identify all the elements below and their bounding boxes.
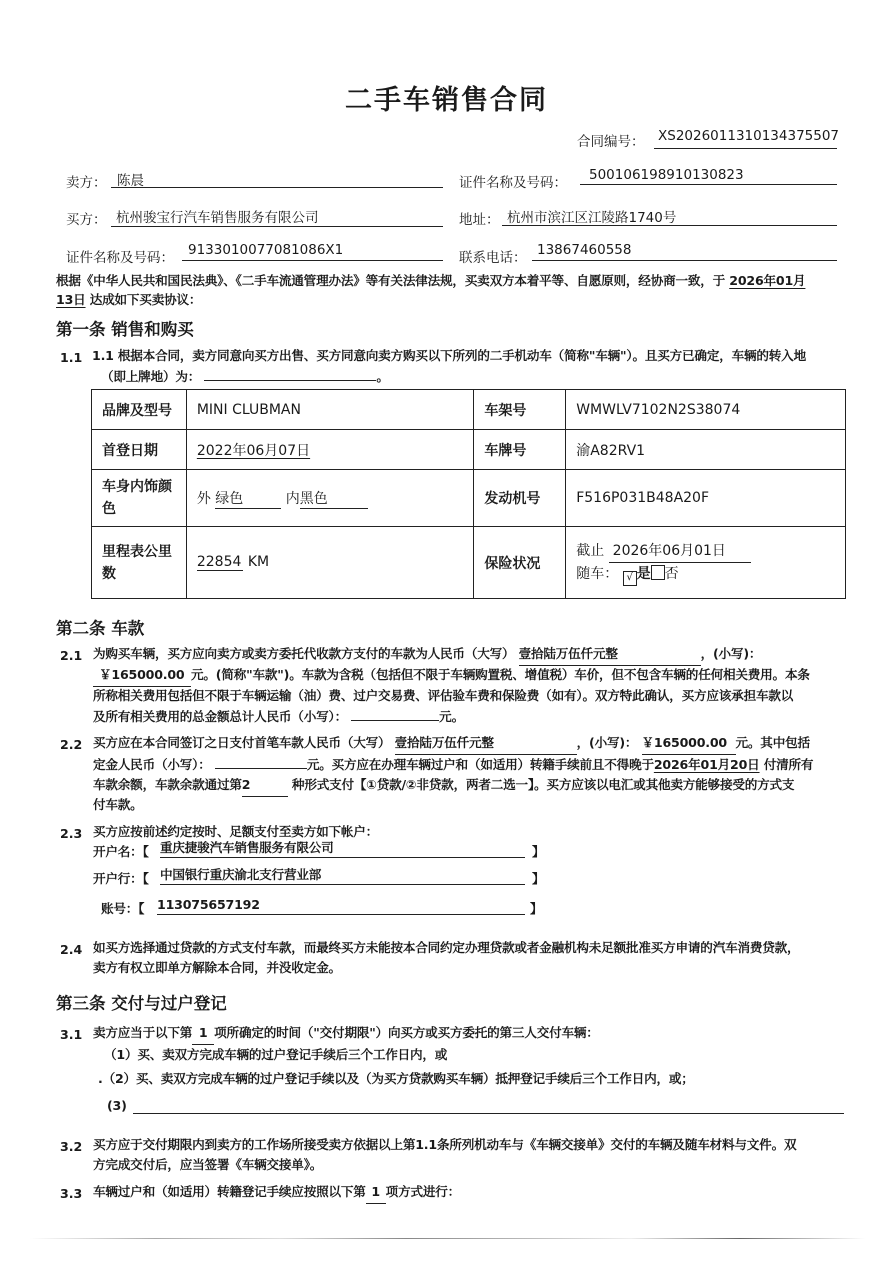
insurance-until-row	[576, 540, 835, 563]
clause-2-4-line2: 卖方有权立即单方解除本合同，并没收定金。	[93, 960, 341, 975]
clause-text: 卖方应当于以下第	[93, 1025, 193, 1040]
insurance-cell	[566, 527, 846, 599]
insurance-until-date: 2026年06月01日	[609, 540, 751, 563]
bank-name: 中国银行重庆渝北支行营业部	[160, 866, 525, 885]
registration-place-blank[interactable]	[204, 366, 376, 381]
clause-2-2-line4: 付车款。	[93, 797, 143, 812]
seller-name-underline	[111, 187, 443, 188]
clause-2-4-line1: 如买方选择通过贷款的方式支付车款，而最终买方未能按本合同约定办理贷款或者金融机构未足额批准买方申请的汽车消费贷款，	[93, 940, 800, 955]
preamble-text: 根据《中华人民共和国民法典》、《二手车流通管理办法》等有关法律法规，买卖双方本着平等、自愿原则，经协商一致，于	[56, 273, 726, 288]
table-row	[92, 527, 846, 599]
buyer-phone: 13867460558	[537, 242, 632, 258]
clause-number: 2.2	[60, 737, 83, 752]
page-edge-scan-line	[30, 1238, 865, 1239]
first-payment-in-words: 壹拾陆万伍仟元整	[395, 733, 577, 755]
clause-2-1-line4	[93, 706, 464, 728]
seller-label: 卖方：	[66, 175, 107, 191]
insurance-label: 保险状况	[474, 527, 566, 599]
clause-2-2-line2	[93, 754, 813, 776]
clause-number: 2.3	[60, 826, 83, 841]
odometer-value: 22854	[196, 554, 242, 570]
account-name-label: 开户名：【	[93, 844, 149, 859]
clause-text: 车款余额，车款余款通过第	[93, 777, 242, 792]
article3-heading: 第三条 交付与过户登记	[56, 994, 227, 1013]
clause-2-1-line2	[93, 665, 810, 687]
seller-id-label: 证件名称及号码：	[459, 175, 567, 191]
clause-number: 3.3	[60, 1186, 83, 1201]
clause-number: 3.2	[60, 1139, 83, 1154]
buyer-phone-underline	[532, 260, 837, 261]
preamble-text-end: 达成如下买卖协议：	[89, 292, 202, 307]
contract-no-value: XS2026011310134375507	[658, 128, 840, 144]
clause-3-2-line2: 方完成交付后，应当签署《车辆交接单》。	[93, 1157, 323, 1172]
payment-method: 2	[242, 775, 288, 797]
int-color: 黑色	[300, 488, 368, 509]
odometer-label: 里程表公里数	[92, 527, 187, 599]
plate-label: 车牌号	[474, 430, 566, 470]
clause-text: 买方应在本合同签订之日支付首笔车款人民币（大写）	[93, 735, 391, 750]
reg-date-label: 首登日期	[92, 430, 187, 470]
clause-text: 及所有相关费用的总金额总计人民币（小写）：	[93, 709, 347, 724]
total-amount-blank[interactable]	[351, 706, 439, 721]
seller-name: 陈晨	[117, 173, 144, 189]
article1-heading: 第一条 销售和购买	[56, 320, 194, 339]
insurance-with-label: 随车：	[576, 565, 619, 582]
delivery-option-3-blank[interactable]	[133, 1113, 844, 1114]
clause-text: 项所确定的时间（"交付期限"）向买方或买方委托的第三人交付车辆：	[214, 1025, 599, 1040]
insurance-with-car-row	[576, 563, 835, 586]
clause-1-1-end: 。	[376, 369, 389, 384]
plate-value: 渝A82RV1	[566, 430, 846, 470]
clause-text: 种形式支付【①贷款/②非贷款，两者二选一】。买方应该以电汇或其他卖方能够接受的方式支	[291, 777, 795, 792]
engine-label: 发动机号	[474, 470, 566, 527]
vin-label: 车架号	[474, 390, 566, 430]
clause-text: 为购买车辆，买方应向卖方或卖方委托代收款方支付的车款为人民币（大写）	[93, 646, 515, 661]
clause-text: 元。(简称"车款")。车款为含税（包括但不限于车辆购置税、增值税）车价，但不包含车辆的任何相关费用。本条	[191, 667, 810, 682]
preamble-line2	[56, 290, 201, 311]
clause-3-3-line	[93, 1182, 460, 1204]
account-number-label: 账号：【	[101, 901, 145, 916]
first-payment-figure: ￥165000.00	[642, 733, 736, 755]
buyer-id-underline	[182, 260, 443, 261]
buyer-address-underline	[502, 225, 837, 226]
clause-number: 2.1	[60, 648, 83, 663]
clause-2-1-line3: 所称相关费用包括但不限于车辆运输（油）费、过户交易费、评估验车费和保险费（如有）。双方特此确认，买方应该承担车款以	[93, 688, 794, 703]
buyer-name: 杭州骏宝行汽车销售服务有限公司	[116, 210, 319, 226]
seller-id-value: 500106198910130823	[589, 167, 744, 183]
buyer-phone-label: 联系电话：	[459, 250, 527, 266]
clause-number: 2.4	[60, 942, 83, 957]
clause-1-1-text: （即上牌地）为：	[101, 369, 201, 384]
delivery-option-2-row	[98, 1069, 694, 1090]
clause-number: 1.1	[60, 350, 83, 365]
clause-text: 项方式进行：	[385, 1184, 461, 1199]
preamble-line1	[56, 271, 805, 292]
clause-text: ，(小写)：	[576, 735, 638, 750]
vehicle-info-table	[91, 389, 846, 599]
buyer-address: 杭州市滨江区江陵路1740号	[507, 210, 677, 226]
clause-text: ，(小写)：	[700, 646, 762, 661]
agreement-date-part1: 2026年01月	[729, 273, 806, 288]
clause-2-2-line1	[93, 733, 810, 755]
deposit-blank[interactable]	[215, 754, 307, 769]
brand-label: 品牌及型号	[92, 390, 187, 430]
agreement-date-part2: 13日	[56, 292, 86, 307]
reg-date-cell	[186, 430, 474, 470]
delivery-option-3-label: (3)	[107, 1098, 127, 1113]
bracket-close: 】	[532, 871, 545, 886]
bracket-close: 】	[532, 844, 545, 859]
clause-text: 元。买方应在办理车辆过户和（如适用）转籍手续前且不得晚于	[306, 757, 654, 772]
price-in-words: 壹拾陆万伍仟元整	[519, 644, 701, 666]
buyer-address-label: 地址：	[459, 212, 500, 228]
bracket-close: 】	[530, 901, 543, 916]
clause-3-1-line1	[93, 1023, 599, 1045]
document-title: 二手车销售合同	[345, 85, 548, 116]
table-row	[92, 390, 846, 430]
odometer-unit: KM	[247, 554, 270, 570]
clause-text: 付清所有	[763, 757, 814, 772]
table-row	[92, 430, 846, 470]
transfer-item: 1	[366, 1182, 386, 1204]
clause-1-1-line1: 1.1 根据本合同，卖方同意向买方出售、买方同意向卖方购买以下所列的二手机动车（简称"车辆"）。且买方已确定，车辆的转入地	[92, 348, 806, 363]
no-label: 否	[664, 565, 679, 582]
clause-text: 元。其中包括	[735, 735, 810, 750]
stray-dot: .	[98, 1071, 103, 1086]
payment-deadline: 2026年01月20日	[653, 757, 760, 772]
bank-label: 开户行：【	[93, 871, 149, 886]
clause-text: 车辆过户和（如适用）转籍登记手续应按照以下第	[93, 1184, 366, 1199]
color-cell	[186, 470, 474, 527]
seller-id-underline	[580, 184, 837, 185]
delivery-option-1: （1）买、卖双方完成车辆的过户登记手续后三个工作日内，或	[104, 1047, 448, 1062]
article2-heading: 第二条 车款	[56, 619, 145, 638]
int-label: 内	[285, 490, 300, 507]
brand-value: MINI CLUBMAN	[186, 390, 474, 430]
clause-2-3-intro: 买方应按前述约定按时、足额支付至卖方如下帐户：	[93, 824, 379, 839]
buyer-name-underline	[111, 226, 443, 227]
clause-number: 3.1	[60, 1027, 83, 1042]
no-checkbox[interactable]	[651, 565, 665, 580]
ext-color: 绿色	[215, 488, 281, 509]
price-figure: ￥165000.00	[93, 665, 191, 687]
account-number: 113075657192	[157, 896, 525, 915]
engine-value: F516P031B48A20F	[566, 470, 846, 527]
delivery-option-2: （2）买、卖双方完成车辆的过户登记手续以及（为买方贷款购买车辆）抵押登记手续后三个工作日内，或；	[102, 1071, 694, 1086]
buyer-id-label: 证件名称及号码：	[66, 250, 174, 266]
contract-no-label: 合同编号：	[577, 134, 645, 150]
clause-text: 元。	[439, 709, 464, 724]
delivery-item: 1	[192, 1023, 214, 1045]
clause-text: 定金人民币（小写）：	[93, 757, 211, 772]
table-row	[92, 470, 846, 527]
buyer-id-value: 913301007708108​6X1	[188, 242, 344, 258]
reg-date-value: 2022年06月07日	[196, 442, 311, 459]
clause-2-2-line3	[93, 775, 794, 797]
ext-label: 外	[196, 490, 211, 507]
color-label: 车身内饰颜色	[92, 470, 187, 527]
clause-3-2-line1: 买方应于交付期限内到卖方的工作场所接受卖方依据以上第1.1条所列机动车与《车辆交接单》交付的车辆及随车材料与文件。双	[93, 1137, 797, 1152]
account-name: 重庆捷骏汽车销售服务有限公司	[160, 839, 525, 858]
insurance-until-label: 截止	[576, 542, 605, 559]
clause-1-1-line2	[101, 366, 389, 388]
yes-label: 是	[636, 565, 651, 582]
vin-value: WMWLV7102N2S38074	[566, 390, 846, 430]
odometer-cell	[186, 527, 474, 599]
buyer-label: 买方：	[66, 212, 107, 228]
yes-checkbox[interactable]: √	[623, 571, 637, 586]
clause-2-1-line1	[93, 644, 761, 666]
contract-no-underline	[654, 148, 837, 149]
